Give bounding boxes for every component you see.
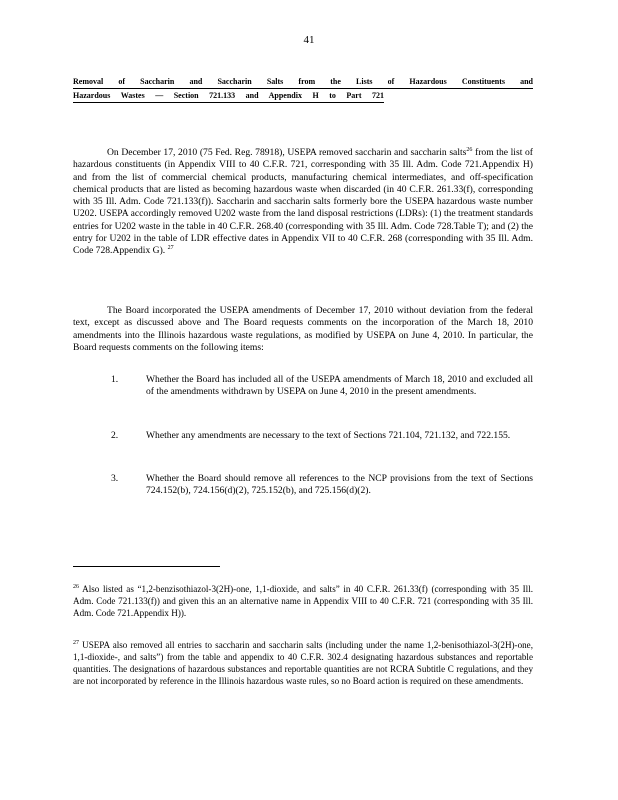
footnote-ref-26[interactable]: 26	[466, 146, 473, 153]
paragraph-board-requests	[73, 305, 533, 354]
list-item-number: 3.	[111, 473, 119, 484]
list-item-text: Whether the Board has included all of the USEPA amendments of March 18, 2010 and excluded all of the amendments withdrawn by USEPA on June 4, 2010 in the present amendments.	[146, 374, 533, 398]
page-number: 41	[303, 34, 315, 46]
section-heading-line-1: Removal of Saccharin and Saccharin Salts from the Lists of Hazardous Constituents and	[73, 75, 533, 89]
list-item-number: 2.	[111, 430, 119, 441]
footnote-text: USEPA also removed all entries to saccharin and saccharin salts (including under the name 1,2-benisothiazol-3(2H)-one, 1,1-dioxide-, and salts”) from the table and appendix to 40 C.F.R. 302.4 designating hazardous substances and reportable quantities. The designations of hazardous substances and reportable quantities are not RCRA Subtitle C regulations, and they are not incorporated by reference in the Illinois hazardous waste rules, so no Board action is required on these amendments.	[73, 640, 533, 686]
footnote-number: 26	[73, 583, 79, 590]
footnote-divider	[73, 566, 220, 567]
paragraph-1-text-b: from the list of hazardous constituents (in Appendix VIII to 40 C.F.R. 721, corresponding with 35 Ill. Adm. Code 721.Appendix H) and from the list of commercial chemical products, manufacturing chemical intermediates, and off-specification chemical products that are listed as becoming hazardous waste when discarded (in 40 C.F.R. 261.33(f), corresponding with 35 Ill. Adm. Code 721.133(f)). Saccharin and saccharin salts formerly bore the USEPA hazardous waste number U202. USEPA accordingly removed U202 waste from the land disposal restrictions (LDRs): (1) the treatment standards entries for U202 waste in the table in 40 C.F.R. 268.40 (corresponding with 35 Ill. Adm. Code 728.Table T); and (2) the entry for U202 in the table of LDR effective dates in Appendix VII to 40 C.F.R. 268 (corresponding with 35 Ill. Adm. Code 728.Appendix G).	[73, 147, 533, 257]
paragraph-2-text: The Board incorporated the USEPA amendments of December 17, 2010 without deviation from the federal text, except as discussed above and The Board requests comments on the incorporation of the March 18, 2010 amendments into the Illinois hazardous waste regulations, as modified by USEPA on June 4, 2010. In particular, the Board requests comments on the following items:	[73, 305, 533, 353]
footnote-27	[73, 640, 533, 688]
list-item-text: Whether the Board should remove all references to the NCP provisions from the text of Sections 724.152(b), 724.156(d)(2), 725.152(b), and 725.156(d)(2).	[146, 473, 533, 497]
footnote-26	[73, 584, 533, 620]
section-heading-line-2: Hazardous Wastes — Section 721.133 and Appendix H to Part 721	[73, 89, 384, 103]
paragraph-1-text-a: On December 17, 2010 (75 Fed. Reg. 78918), USEPA removed saccharin and saccharin salts	[107, 147, 467, 158]
footnote-text: Also listed as “1,2-benzisothiazol-3(2H)-one, 1,1-dioxide, and salts” in 40 C.F.R. 261.33(f) (corresponding with 35 Ill. Adm. Code 721.133(f)) and given this an an alternative name in Appendix VIII to 40 C.F.R. 721 (corresponding with 35 Ill. Adm. Code 721.Appendix H)).	[73, 584, 534, 618]
list-item-text: Whether any amendments are necessary to the text of Sections 721.104, 721.132, and 722.155.	[146, 430, 511, 441]
footnote-number: 27	[73, 639, 79, 646]
footnote-ref-27[interactable]: 27	[167, 245, 174, 252]
list-item-number: 1.	[111, 374, 119, 385]
paragraph-saccharin-removal	[73, 147, 533, 258]
section-heading	[73, 75, 533, 103]
